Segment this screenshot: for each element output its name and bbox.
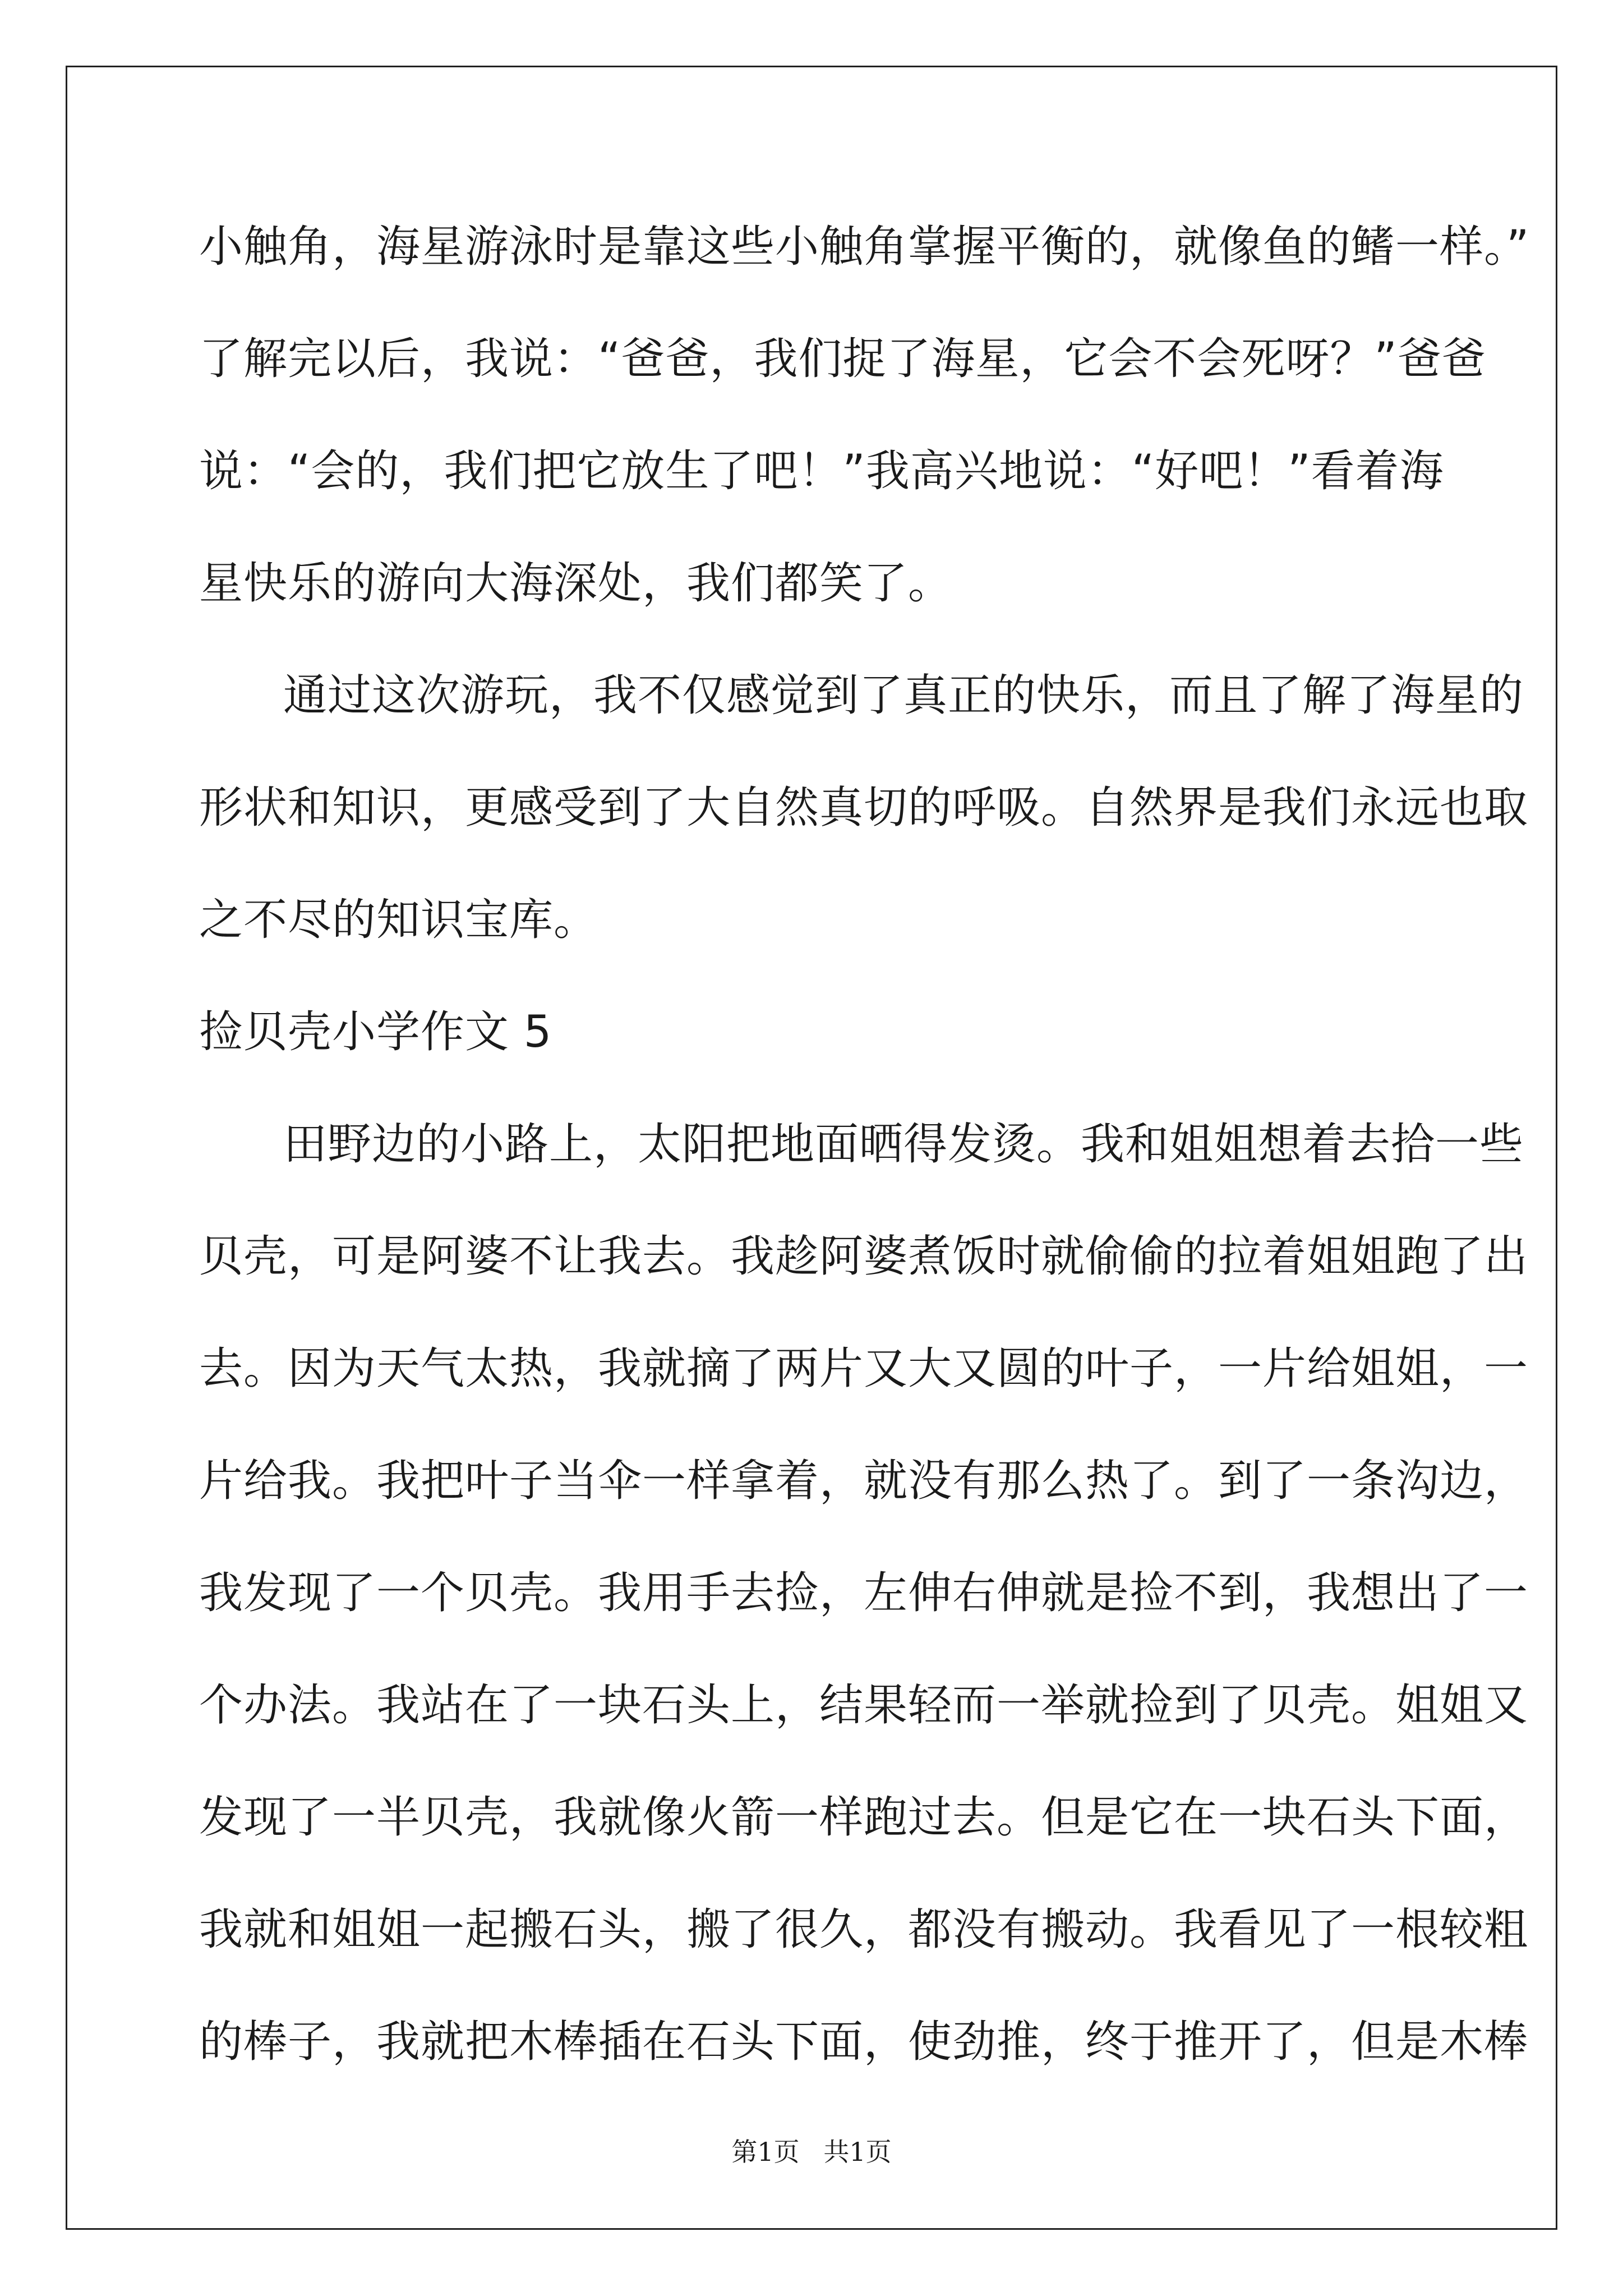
page-footer [0,2132,1623,2169]
text-line: 片给我。我把叶子当伞一样拿着，就没有那么热了。到了一条沟边， [199,1456,1529,1506]
paragraph-start-line: 通过这次游玩，我不仅感觉到了真正的快乐，而且了解了海星的 [283,670,1524,721]
text-line: 了解完以后，我说：“爸爸，我们捉了海星，它会不会死呀？”爸爸 [199,334,1486,384]
text-line: 去。因为天气太热，我就摘了两片又大又圆的叶子，一片给姐姐，一 [199,1343,1529,1394]
text-line: 形状和知识，更感受到了大自然真切的呼吸。自然界是我们永远也取 [199,783,1529,833]
text-line: 星快乐的游向大海深处，我们都笑了。 [199,558,953,609]
text-line: 的棒子，我就把木棒插在石头下面，使劲推，终于推开了，但是木棒 [199,2017,1529,2067]
text-line: 贝壳，可是阿婆不让我去。我趁阿婆煮饭时就偷偷的拉着姐姐跑了出 [199,1231,1529,1282]
text-line: 我就和姐姐一起搬石头，搬了很久，都没有搬动。我看见了一根较粗 [199,1904,1529,1955]
text-line: 个办法。我站在了一块石头上，结果轻而一举就捡到了贝壳。姐姐又 [199,1680,1529,1731]
text-line: 发现了一半贝壳，我就像火箭一样跑过去。但是它在一块石头下面， [199,1792,1529,1843]
paragraph-start-line: 田野边的小路上，太阳把地面晒得发烫。我和姐姐想着去拾一些 [283,1119,1524,1170]
section-heading: 捡贝壳小学作文 5 [199,1007,552,1057]
text-line: 小触角，海星游泳时是靠这些小触角掌握平衡的，就像鱼的鳍一样。” [199,222,1530,272]
document-body [199,191,1530,2098]
page-number-current: 第1页 [731,2137,800,2167]
text-line: 之不尽的知识宝库。 [199,895,598,945]
text-line: 我发现了一个贝壳。我用手去捡，左伸右伸就是捡不到，我想出了一 [199,1568,1529,1618]
page-number-total: 共1页 [823,2137,892,2167]
text-line: 说：“会的，我们把它放生了吧！”我高兴地说：“好吧！”看着海 [199,446,1444,496]
